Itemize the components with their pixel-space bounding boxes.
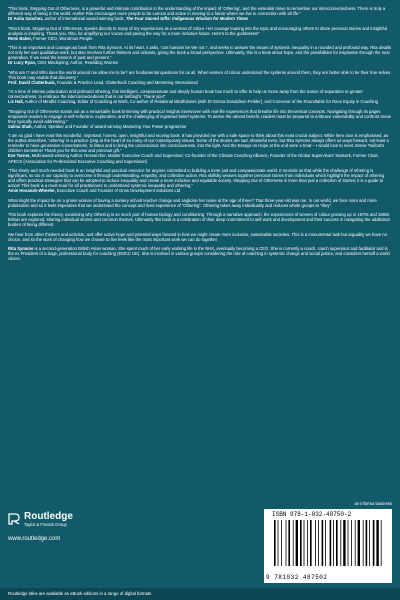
endorsement-quote: “I am so glad I have read this wonderful, important, honest, open, insightful and moving book. It has provided me with a safe space to think about this most crucial subject. While here race is emphasised, as the author describes, ‘othering’ is a practice lying at the heart of so many of our contemporary issues. Some of the stories are sad, shameful even, but Rita Symons always offers us ways forward, not least a reminder to have generative conversations, to listen and to bring the unconscious into consciousness, into the light. And the Essays on Hope at the end were a treat – I would love to meet Jennie Twiford’s children sometime! Thank you for this wise and precious gift.” bbox=[8, 133, 389, 154]
author-bio: Rita Symons is a second-generation British Asian woman. She spent much of her early working life in the NHS, eventually becoming a CEO. She is currently a coach, coach supervisor and facilitator and is the ex President of a large, professional body for coaching (EMCC UK). She is involved in various groups considering the role of coaching in systemic change and social justice, and considers herself a world citizen. bbox=[8, 246, 390, 262]
description-paragraph: What might the impact be on a grown woman of having a nursery school teacher change and anglicise her name at the age of three? That three-year-old was me. In our world, we face more and more polarisation and so it feels imperative that we understand the concept and lived experience of “Othering”. Othering takes away individuality and reduces whole groups to “they”. bbox=[8, 197, 377, 208]
author-name: Rita Symons bbox=[8, 246, 34, 252]
endorsement-quote: “At a time of intense polarization and profound othering, this intelligent, compassionate and deeply human book has much to offer to help us move away from the trance of separation to greater connectedness, to embrace the interconnectedness that is our birthright. Thank you!” bbox=[8, 89, 363, 100]
endorsement bbox=[8, 89, 392, 104]
description-paragraph: This book explores the theory, examining why Othering is so much part of human biology and conditioning. Through a narrative approach, the experiences of women of colour growing up in 1970s and 1980s Britain are explored, sharing individual stories and common themes. Ultimately this book is a celebration of their deep commitment to self-work and development and their success in navigating the additional burden of being different. bbox=[8, 212, 390, 228]
endorsement-quote: “Rita’s book, Stepping Out of Otherness, speaks directly to many of my experiences as a woman of colour. Her courage leaning into the topic and encouraging others to share personal stories and insightful analysis is inspiring. Thank you, Rita, for amplifying our voices and paving the way for a more inclusive future. Here’s to the goddesses!” bbox=[8, 25, 387, 36]
endorsement-attribution: Liz Hall, Author of Mindful Coaching, Editor of Coaching at Work, Co-author of Relational Mindfulness (with Dr Emma Donaldson-Feilder), and Convenor of the Roundtable for Race Equity in Coaching bbox=[8, 99, 379, 105]
barcode-panel bbox=[264, 509, 392, 583]
endorsement-attribution: Salma Shah, Author, Speaker and Founder of award-winning Mastering Your Power programme bbox=[8, 123, 187, 129]
endorsement-quote: “This timely and much-needed book is an insightful and practical resource for anyone committed to building a more just and compassionate world. It reminds us that while the challenge of othering is significant, so too is our capacity to overcome it through understanding, empathy, and collective action. Rita skilfully weaves together personal stories from individuals which highlight the impact of othering and offers practical strategies that can be adopted to reduce inequality and create a more inclusive and equitable society. Stepping Out of Otherness is more than just a collection of stories; it is a guide to action! This book is a must-read for all practitioners to understand systemic inequality and othering.” bbox=[8, 167, 385, 189]
endorsement-attribution: Amie Hosanah-Wheeler, Executive Coach and Founder of Grow Development Solutions Ltd bbox=[8, 188, 181, 194]
publisher-group: Taylor & Francis Group bbox=[24, 522, 67, 527]
endorsement bbox=[8, 26, 392, 41]
endorsement-quote: “Stepping Out of Otherness stands out as a remarkable book brimming with practical insights interwoven with real-life experiences that breathe life into theoretical concepts. Navigating through its pages empowers readers to engage in self-reflection, exploration, and the challenging of ingrained belief systems. To derive the utmost benefit, readers must be prepared to embrace vulnerability and confront areas they typically avoid addressing.” bbox=[8, 108, 391, 124]
endorsement-attribution: Prof. David Clutterbuck, Founder & Practice Lead, Clutterbuck Coaching and Mentoring International bbox=[8, 79, 198, 85]
informa-business-label: an informa business bbox=[354, 501, 392, 506]
routledge-logo-icon bbox=[8, 513, 20, 525]
endorsement-quote: “This is an important and courageous book from Rita Symons. At its heart, it asks, ‘can humans be We not I’, and seeks to answer the issues of systemic inequality in a rounded and profound way. Rita details not only her own qualitative work, but also involves further thinkers and activists, giving the book a broad perspective. Ultimately, this is a book about hope, and the possibilities for inspiration through the next generation. If we need the lessons of past and present.” bbox=[8, 45, 391, 61]
endorsement-attribution: Dr Anita Sanchez, author of international award-winning book, The Four Sacred Gifts: Indigenous Wisdom for Modern Times bbox=[8, 16, 249, 22]
publisher-name: Routledge bbox=[24, 511, 73, 522]
description-paragraph: We hear from other thinkers and activists, and offer active hope and potential ways forward in how we might create more inclusive, sustainable societies. This is a monumental task but arguably we have no choice, and so the work of changing how we choose to live feels like the most important work we can do together. bbox=[8, 231, 387, 242]
endorsement bbox=[8, 45, 392, 65]
endorsement bbox=[8, 6, 392, 21]
endorsement-quote: “Who am I? and Who does the world around me allow me to be? are fundamental questions for us all. When women of colour understand the systems around them, they are better able to be their true selves. This book may enable that discovery.” bbox=[8, 69, 392, 80]
endorsement-quote: “This book, Stepping Out of Otherness, is a powerful and intimate contribution to the understanding of the impact of ‘Othering’, and the essential move to remember our interconnectedness. There is truly a different way of being in the world. Author Rita encourages more people to be curious and active in moving to a future where we live in connection with all life.” bbox=[8, 6, 386, 17]
isbn-label: ISBN 978-1-032-48750-2 bbox=[272, 511, 352, 518]
endorsement-attribution: Remi Baker, Former CEO, Wondrous People bbox=[8, 35, 93, 41]
endorsement bbox=[8, 70, 392, 85]
endorsement bbox=[8, 109, 392, 129]
endorsement-attribution: Dr Lucy Ryan, CEO Mindspring; Author, Rewilding Women bbox=[8, 60, 119, 66]
endorsement bbox=[8, 133, 392, 163]
back-cover-text bbox=[8, 6, 392, 266]
publisher-logo bbox=[8, 511, 73, 527]
barcode-number: 9 781032 487502 bbox=[266, 574, 328, 581]
barcode-icon bbox=[272, 520, 384, 568]
endorsement-attribution: Eve Turner, Multi-award-winning Author, Researcher, Master Executive Coach and Supervisor; Co-founder of the Climate Coaching Alliance, Founder of the Global Supervisors’ Network, Former Chair, APECS (Association for Professional Executive Coaching and Supervision) bbox=[8, 153, 379, 164]
endorsement bbox=[8, 168, 392, 193]
footer bbox=[0, 495, 400, 600]
ebook-footnote: Routledge titles are available as eBook editions in a range of digital formats bbox=[0, 588, 400, 600]
publisher-website[interactable]: www.routledge.com bbox=[8, 536, 61, 542]
